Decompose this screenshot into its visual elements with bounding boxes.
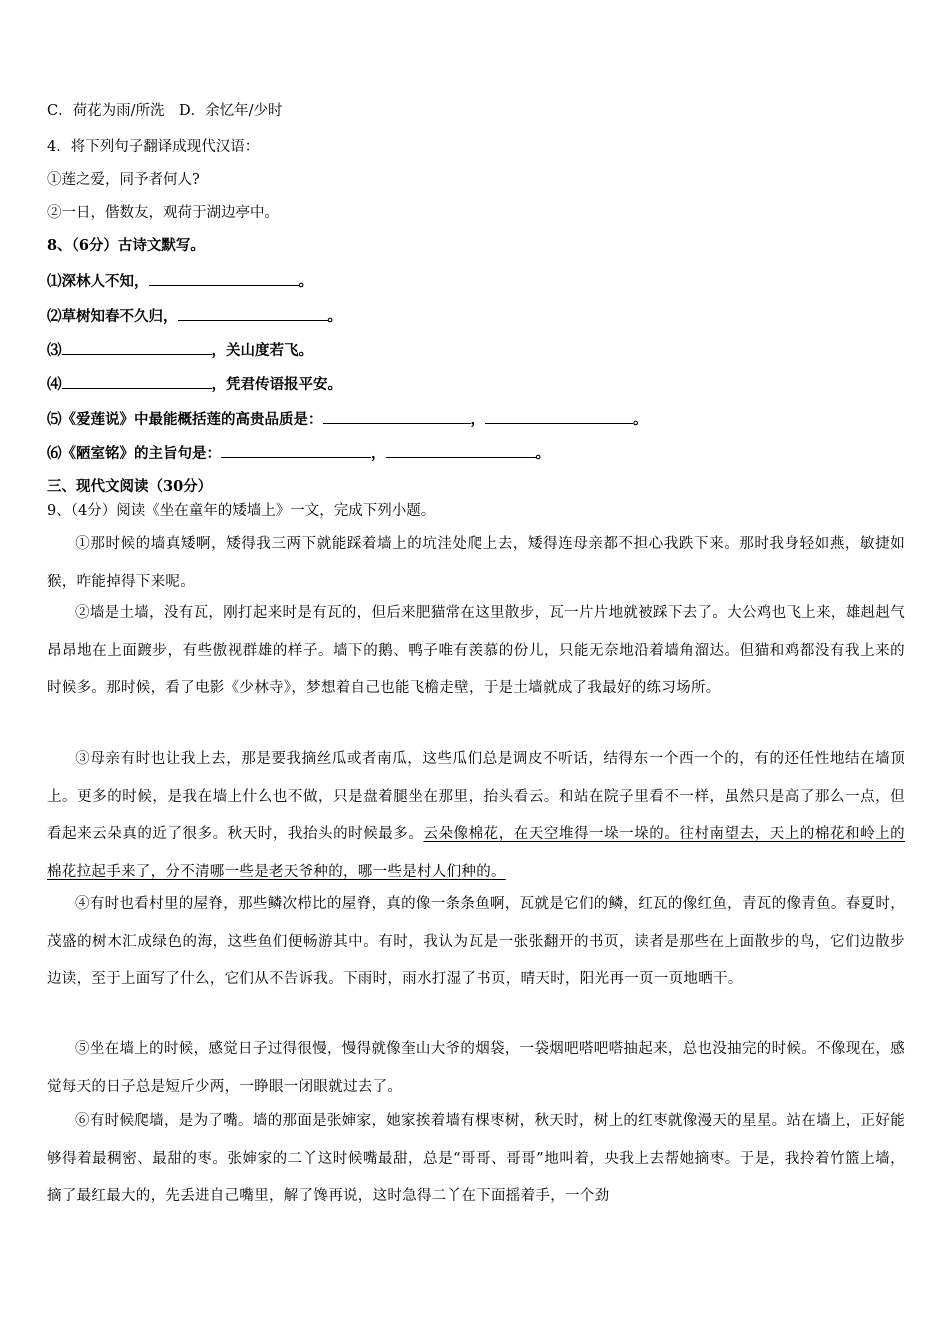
answer-blank[interactable] [485, 409, 633, 424]
answer-blank[interactable] [386, 443, 536, 458]
passage-paragraph-1: ①那时候的墙真矮啊，矮得我三两下就能踩着墙上的坑洼处爬上去，矮得连母亲都不担心我跌下来。那时我身轻如燕，敏捷如猴，咋能掉得下来呢。 [47, 536, 905, 590]
q8-item-2: ⑵草树知春不久归， 。 [47, 308, 342, 325]
q4-sentence-2: ②一日，偕数友，观荷于湖边亭中。 [47, 205, 279, 221]
q8-title: 8、（6分）古诗文默写。 [47, 237, 205, 254]
passage-paragraph-4: ④有时也看村里的屋脊，那些鳞次栉比的屋脊，真的像一条条鱼啊，瓦就是它们的鳞，红瓦的像红鱼，青瓦的像青鱼。春夏时，茂盛的树木汇成绿色的海，这些鱼们便畅游其中。有时，我认为瓦是一张张翻开的书页，读者是那些在上面散步的鸟，它们边散步边读，至于上面写了什么，它们从不告诉我。下雨时，雨水打湿了书页，晴天时，阳光再一页一页地晒干。 [47, 896, 905, 987]
answer-blank[interactable] [221, 443, 371, 458]
answer-blank[interactable] [62, 340, 212, 355]
passage-paragraph-5: ⑤坐在墙上的时候，感觉日子过得很慢，慢得就像奎山大爷的烟袋，一袋烟吧嗒吧嗒抽起来，总也没抽完的时候。不像现在，感觉每天的日子总是短斤少两，一睁眼一闭眼就过去了。 [47, 1041, 905, 1095]
answer-blank[interactable] [323, 409, 471, 424]
q8-item-4: ⑷ ，凭君传语报平安。 [47, 376, 342, 393]
answer-blank[interactable] [62, 374, 212, 389]
passage-paragraph-6: ⑥有时候爬墙，是为了嘴。墙的那面是张婶家，她家挨着墙有棵枣树，秋天时，树上的红枣就像漫天的星星。站在墙上，正好能够得着最稠密、最甜的枣。张婶家的二丫这时候嘴最甜，总是“哥哥、哥哥”地叫着，央我上去帮她摘枣。于是，我拎着竹篮上墙，摘了最红最大的，先丢进自己嘴里，解了馋再说，这时急得二丫在下面摇着手，一个劲 [47, 1113, 905, 1204]
answer-blank[interactable] [178, 306, 328, 321]
passage-paragraph-3: ③母亲有时也让我上去，那是要我摘丝瓜或者南瓜，这些瓜们总是调皮不听话，结得东一个西一个的，有的还任性地结在墙顶上。更多的时候，是我在墙上什么也不做，只是盘着腿坐在那里，抬头看云。和站在院子里看不一样，虽然只是高了那么一点，但看起来云朵真的近了很多。秋天时，我抬头的时候最多。云朵像棉花，在天空堆得一垛一垛的。往村南望去，天上的棉花和岭上的棉花拉起手来了，分不清哪一些是老天爷种的，哪一些是村人们种的。 [47, 751, 905, 880]
q3-options-cd: C．荷花为雨/所洗 D．余忆年/少时 [47, 103, 283, 119]
answer-blank[interactable] [149, 271, 299, 286]
q4-sentence-1: ①莲之爱，同予者何人? [47, 172, 200, 188]
q8-item-5: ⑸《爱莲说》中最能概括莲的高贵品质是： ， 。 [47, 411, 648, 428]
q9-intro: 9、（4分）阅读《坐在童年的矮墙上》一文，完成下列小题。 [47, 503, 436, 519]
q8-item-6: ⑹《陋室铭》的主旨句是： ， 。 [47, 445, 550, 462]
passage-paragraph-2: ②墙是土墙，没有瓦，刚打起来时是有瓦的，但后来肥猫常在这里散步，瓦一片片地就被踩下去了。大公鸡也飞上来，雄赳赳气昂昂地在上面踱步，有些傲视群雄的样子。墙下的鹅、鸭子唯有羡慕的份儿，只能无奈地沿着墙角溜达。但猫和鸡都没有我上来的时候多。那时候，看了电影《少林寺》，梦想着自己也能飞檐走壁，于是土墙就成了我最好的练习场所。 [47, 605, 905, 696]
q4-prompt: 4．将下列句子翻译成现代汉语： [47, 139, 260, 155]
underlined-sentence: 云朵像棉花，在天空堆得一垛一垛的。往村南望去，天上的棉花和岭上的棉花拉起手来了，分不清哪一些是老天爷种的，哪一些是村人们种的。 [47, 826, 905, 880]
q8-item-3: ⑶ ，关山度若飞。 [47, 342, 313, 359]
q8-item-1: ⑴深林人不知， 。 [47, 273, 313, 290]
section-3-heading: 三、现代文阅读（30分） [47, 478, 213, 495]
